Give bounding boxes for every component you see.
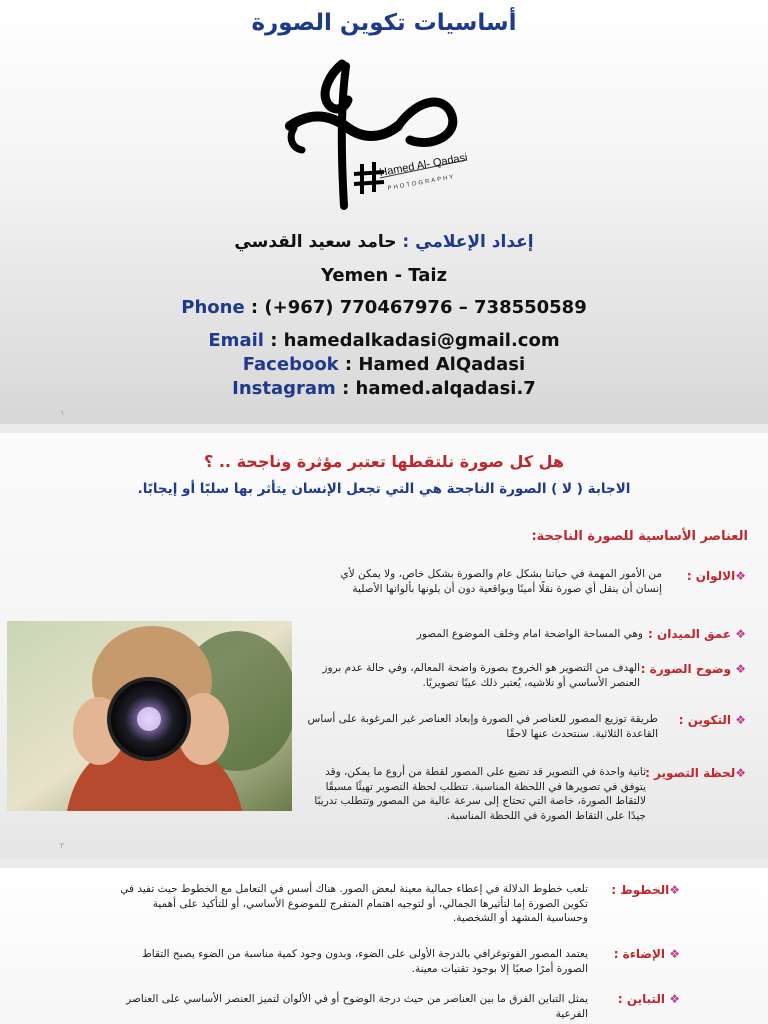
phone-label: Phone bbox=[181, 297, 245, 318]
item-label-depth: ❖ عمق الميدان : bbox=[647, 627, 746, 641]
instagram-label: Instagram bbox=[232, 378, 336, 399]
prepared-by bbox=[0, 232, 768, 252]
item-label-moment: ❖لحظة التصوير : bbox=[645, 766, 746, 780]
item-text-moment: ثانية واحدة في التصوير قد تضيع على المصور لقطة من أروع ما يمكن، وقد يتوفق في تصويرها في اللحظة المناسبة. تتطلب لحظة التصوير تهيئًا مسبقًا لالتقاط الصورة، خاصة التي تحتاج إلى سرعة عالية من المصور وتتطلب تدريبًا جيدًا على التقاط الصورة في اللحظة المناسبة. bbox=[314, 766, 646, 823]
phone-line bbox=[0, 297, 768, 318]
item-label-lighting: ❖ الإضاءة : bbox=[613, 947, 680, 961]
diamond-bullet-icon: ❖ bbox=[669, 947, 680, 961]
item-text-composition: طريقة توزيع المصور للعناصر في الصورة وإبعاد العناصر غير المرغوبة على أساس القاعدة الثلاثية. سنتحدث عنها لاحقًا bbox=[307, 713, 658, 740]
item-text-lines: تلعب خطوط الدلالة في إعطاء جمالية معينة لبعض الصور. هناك أسس في التعامل مع الخطوط حيث تفيد في تكوين الصورة إما لتأثيرها الجمالي، أو لتوجيه اهتمام المتفرج للموضوع الأساسي، أو للتأكيد على أهمية وحساسية المشهد أو الشخصية. bbox=[120, 883, 588, 925]
facebook-value[interactable]: : Hamed AlQadasi bbox=[338, 354, 526, 375]
item-text-contrast: يمثل التباين الفرق ما بين العناصر من حيث درجة الوضوح أو في الألوان لتميز العنصر الأساسي على العناصر الفرعية bbox=[126, 993, 588, 1020]
answer-text: الاجابة ( لا ) الصورة الناجحة هي التي تجعل الإنسان يتأثر بها سلبًا أو إيجابًا. bbox=[137, 481, 631, 497]
diamond-bullet-icon: ❖ bbox=[669, 992, 680, 1006]
facebook-label: Facebook bbox=[242, 354, 339, 375]
item-label-lines: ❖الخطوط : bbox=[611, 883, 680, 897]
question-heading: هل كل صورة نلتقطها تعتبر مؤثرة وناجحة .. ؟ bbox=[204, 452, 564, 471]
diamond-bullet-icon: ❖ bbox=[735, 766, 746, 780]
page-number: ٢ bbox=[60, 841, 65, 850]
diamond-bullet-icon: ❖ bbox=[735, 713, 746, 727]
slide-title bbox=[0, 0, 768, 424]
instagram-value[interactable]: : hamed.alqadasi.7 bbox=[335, 378, 536, 399]
item-label-composition: ❖ التكوين : bbox=[678, 713, 746, 727]
slide-title-heading: أساسيات تكوين الصورة bbox=[251, 10, 517, 36]
photographer-photo bbox=[7, 621, 292, 811]
diamond-bullet-icon: ❖ bbox=[735, 569, 746, 583]
diamond-bullet-icon: ❖ bbox=[669, 883, 680, 897]
item-text-clarity: الهدف من التصوير هو الخروج بصورة واضحة المعالم، وفي حالة عدم بروز العنصر الأساسي أو تلاشيه، يُعتبر ذلك عيبًا تصويريًا. bbox=[322, 662, 640, 689]
section-title: العناصر الأساسية للصورة الناجحة: bbox=[531, 529, 748, 544]
diamond-bullet-icon: ❖ bbox=[735, 627, 746, 641]
logo-brand-text: Hamed Al- Qadasi bbox=[378, 151, 469, 179]
email-label: Email bbox=[208, 330, 264, 351]
photographer-logo bbox=[270, 56, 480, 226]
email-value[interactable]: : hamedalkadasi@gmail.com bbox=[263, 330, 560, 351]
diamond-bullet-icon: ❖ bbox=[735, 662, 746, 676]
location-text: Yemen - Taiz bbox=[320, 265, 448, 286]
item-text-colors: من الأمور المهمة في حياتنا بشكل عام والصورة بشكل خاص، ولا يمكن لأي إنسان أن ينقل أي صورة نقلًا أمينًا وبواقعية دون أن يلونها بألوانها الأصلية bbox=[340, 568, 662, 595]
item-label-clarity: ❖ وضوح الصورة : bbox=[640, 662, 746, 676]
item-text-depth: وهي المساحة الواضحة امام وخلف الموضوع المصور bbox=[416, 628, 643, 640]
item-label-colors: ❖الالوان : bbox=[686, 569, 746, 583]
phone-value: : (+967) 770467976 – 738550589 bbox=[244, 297, 587, 318]
email-line bbox=[0, 330, 768, 351]
instagram-line bbox=[0, 378, 768, 399]
prepared-name: حامد سعيد القدسي bbox=[234, 232, 397, 252]
item-label-contrast: ❖ التباين : bbox=[617, 992, 680, 1006]
prepared-label: إعداد الإعلامي : bbox=[402, 232, 534, 252]
logo-sub-text: PHOTOGRAPHY bbox=[387, 174, 456, 192]
facebook-line bbox=[0, 354, 768, 375]
item-text-lighting: يعتمد المصور الفوتوغرافي بالدرجة الأولى على الضوء، وبدون وجود كمية مناسبة من الضوء يصبح التقاط الصورة أمرًا صعبًا إلا بوجود تقنيات معينة. bbox=[142, 948, 588, 975]
page-number: ١ bbox=[60, 408, 65, 417]
